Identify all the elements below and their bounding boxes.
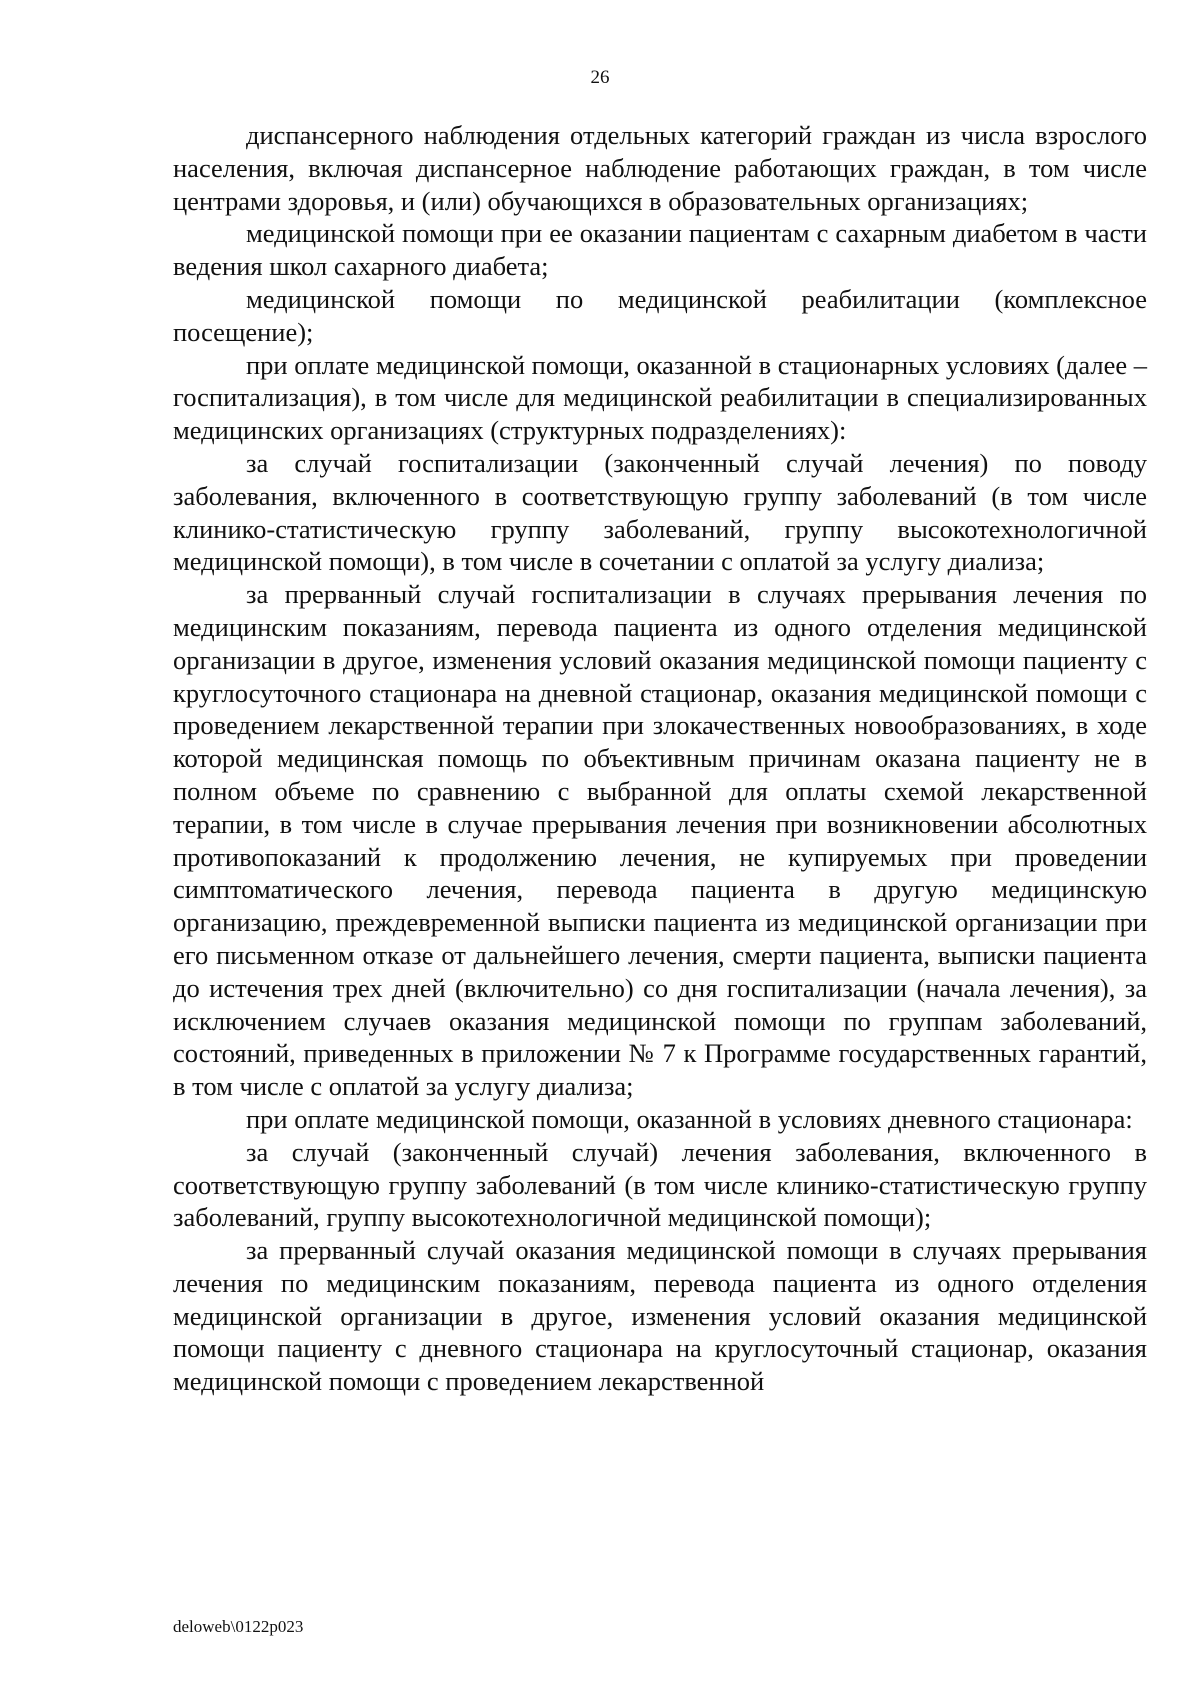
page-number: 26 xyxy=(590,67,610,88)
paragraph-interrupted-hospitalization: за прерванный случай госпитализации в случаях прерывания лечения по медицинским показаниям, перевода пациента из одного отделения медицинской организации в другое, изменения условий оказания медицинской помощи пациенту с круглосуточного стационара на дневной стационар, оказания медицинской помощи с проведением лекарственной терапии при злокачественных новообразованиях, в ходе которой медицинская помощь по объективным причинам оказана пациенту не в полном объеме по сравнению с выбранной для оплаты схемой лекарственной терапии, в том числе в случае прерывания лечения при возникновении абсолютных противопоказаний к продолжению лечения, не купируемых при проведении симптоматического лечения, перевода пациента в другую медицинскую организацию, преждевременной выписки пациента из медицинской организации при его письменном отказе от дальнейшего лечения, смерти пациента, выписки пациента до истечения трех дней (включительно) со дня госпитализации (начала лечения), за исключением случаев оказания медицинской помощи по группам заболеваний, состояний, приведенных в приложении № 7 к Программе государственных гарантий, в том числе с оплатой за услугу диализа; xyxy=(173,579,1147,1102)
document-footer-code: deloweb\0122p023 xyxy=(173,1617,304,1636)
document-body xyxy=(173,119,1147,1398)
paragraph-medical-rehabilitation: медицинской помощи по медицинской реабилитации (комплексное посещение); xyxy=(173,283,1147,347)
paragraph-dispensary-observation: диспансерного наблюдения отдельных категорий граждан из числа взрослого населения, включая диспансерное наблюдение работающих граждан, в том числе центрами здоровья, и (или) обучающихся в образовательных организациях; xyxy=(173,120,1147,216)
paragraph-hospitalization-case: за случай госпитализации (законченный случай лечения) по поводу заболевания, включенного в соответствующую группу заболеваний (в том числе клинико-статистическую группу заболеваний, группу высокотехнологичной медицинской помощи), в том числе в сочетании с оплатой за услугу диализа; xyxy=(173,447,1147,577)
paragraph-day-hospital-interrupted: за прерванный случай оказания медицинской помощи в случаях прерывания лечения по медицинским показаниям, перевода пациента из одного отделения медицинской организации в другое, изменения условий оказания медицинской помощи пациенту с дневного стационара на круглосуточный стационар, оказания медицинской помощи с проведением лекарственной xyxy=(173,1235,1147,1397)
paragraph-day-hospital-case: за случай (законченный случай) лечения заболевания, включенного в соответствующую группу заболеваний (в том числе клинико-статистическую группу заболеваний, группу высокотехнологичной медицинской помощи); xyxy=(173,1136,1147,1233)
paragraph-inpatient-payment: при оплате медицинской помощи, оказанной в стационарных условиях (далее – госпитализация), в том числе для медицинской реабилитации в специализированных медицинских организациях (структурных подразделениях): xyxy=(173,349,1147,446)
paragraph-day-hospital-payment: при оплате медицинской помощи, оказанной в условиях дневного стационара: xyxy=(246,1103,1133,1134)
paragraph-diabetes-schools: медицинской помощи при ее оказании пациентам с сахарным диабетом в части ведения школ сахарного диабета; xyxy=(173,218,1147,282)
